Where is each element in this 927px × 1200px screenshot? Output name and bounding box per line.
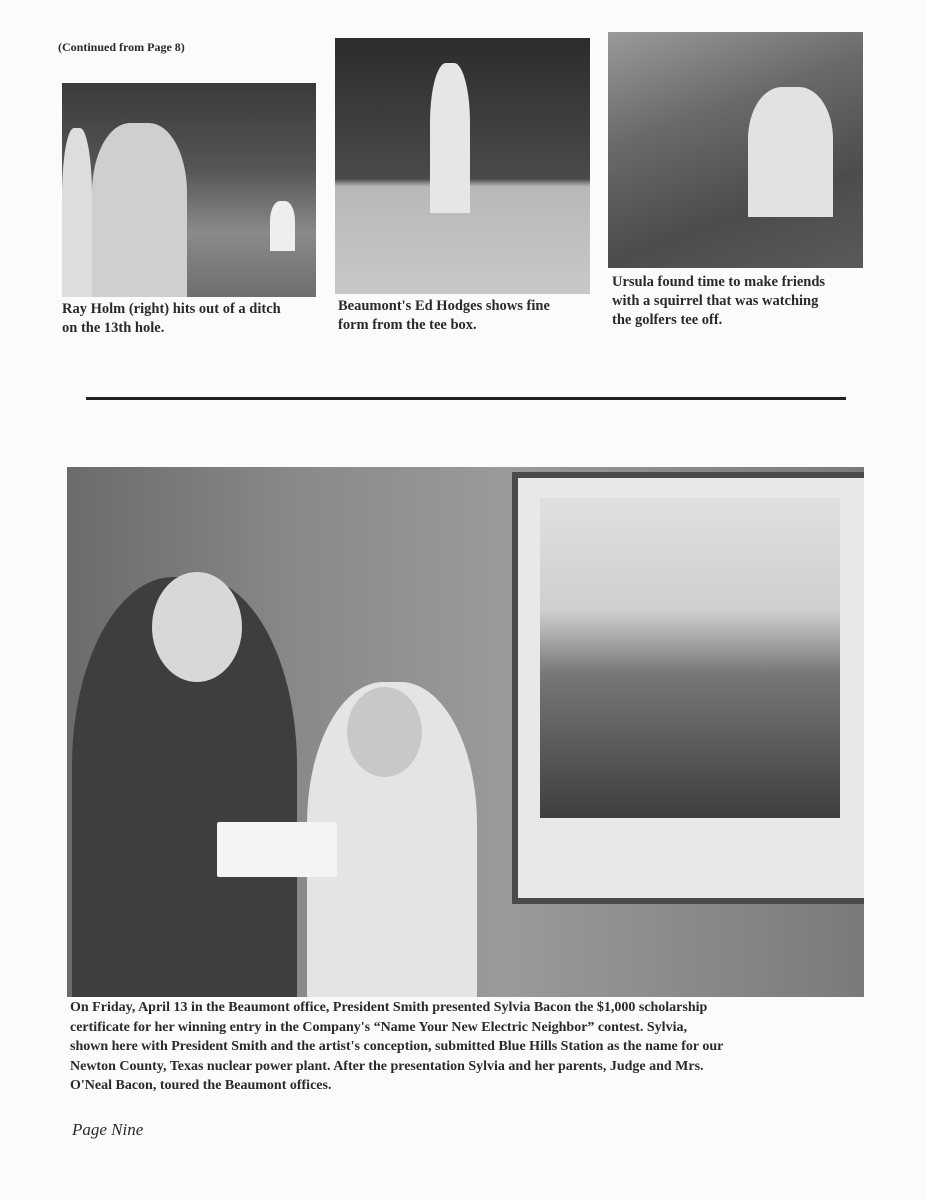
section-divider	[86, 397, 846, 400]
caption-line: Beaumont's Ed Hodges shows fine	[338, 298, 550, 314]
caption-line: Ursula found time to make friends	[612, 274, 826, 290]
photo-ed-hodges-tee	[335, 38, 590, 294]
caption-line: form from the tee box.	[338, 317, 477, 333]
caption-line: Newton County, Texas nuclear power plant. After the presentation Sylvia and her parents, Judge and Mrs.	[70, 1058, 704, 1074]
page-number: Page Nine	[72, 1120, 144, 1139]
photo-ray-holm-ditch	[62, 83, 316, 297]
framed-painting	[512, 472, 864, 904]
caption-line: the golfers tee off.	[612, 312, 723, 328]
caption-line: shown here with President Smith and the artist's conception, submitted Blue Hills Station as the name for our	[70, 1039, 724, 1054]
caption-line: on the 13th hole.	[62, 320, 165, 336]
caption-line: Ray Holm (right) hits out of a ditch	[62, 301, 281, 317]
photo-caption-3	[612, 273, 825, 330]
caption-line: with a squirrel that was watching	[612, 293, 819, 309]
caption-line: O'Neal Bacon, toured the Beaumont offices.	[70, 1078, 332, 1093]
photo-caption-1	[62, 300, 281, 338]
main-photo-caption	[70, 998, 723, 1096]
nuclear-plant-artist-conception	[540, 498, 840, 818]
photo-ursula-squirrel	[608, 32, 863, 268]
photo-caption-2	[338, 297, 550, 335]
caption-line: On Friday, April 13 in the Beaumont office, President Smith presented Sylvia Bacon the $1,000 scholarship	[70, 1000, 708, 1015]
photo-scholarship-presentation	[67, 467, 864, 997]
continued-note: (Continued from Page 8)	[58, 40, 185, 54]
caption-line: certificate for her winning entry in the Company's “Name Your New Electric Neighbor” contest. Sylvia,	[70, 1019, 687, 1035]
